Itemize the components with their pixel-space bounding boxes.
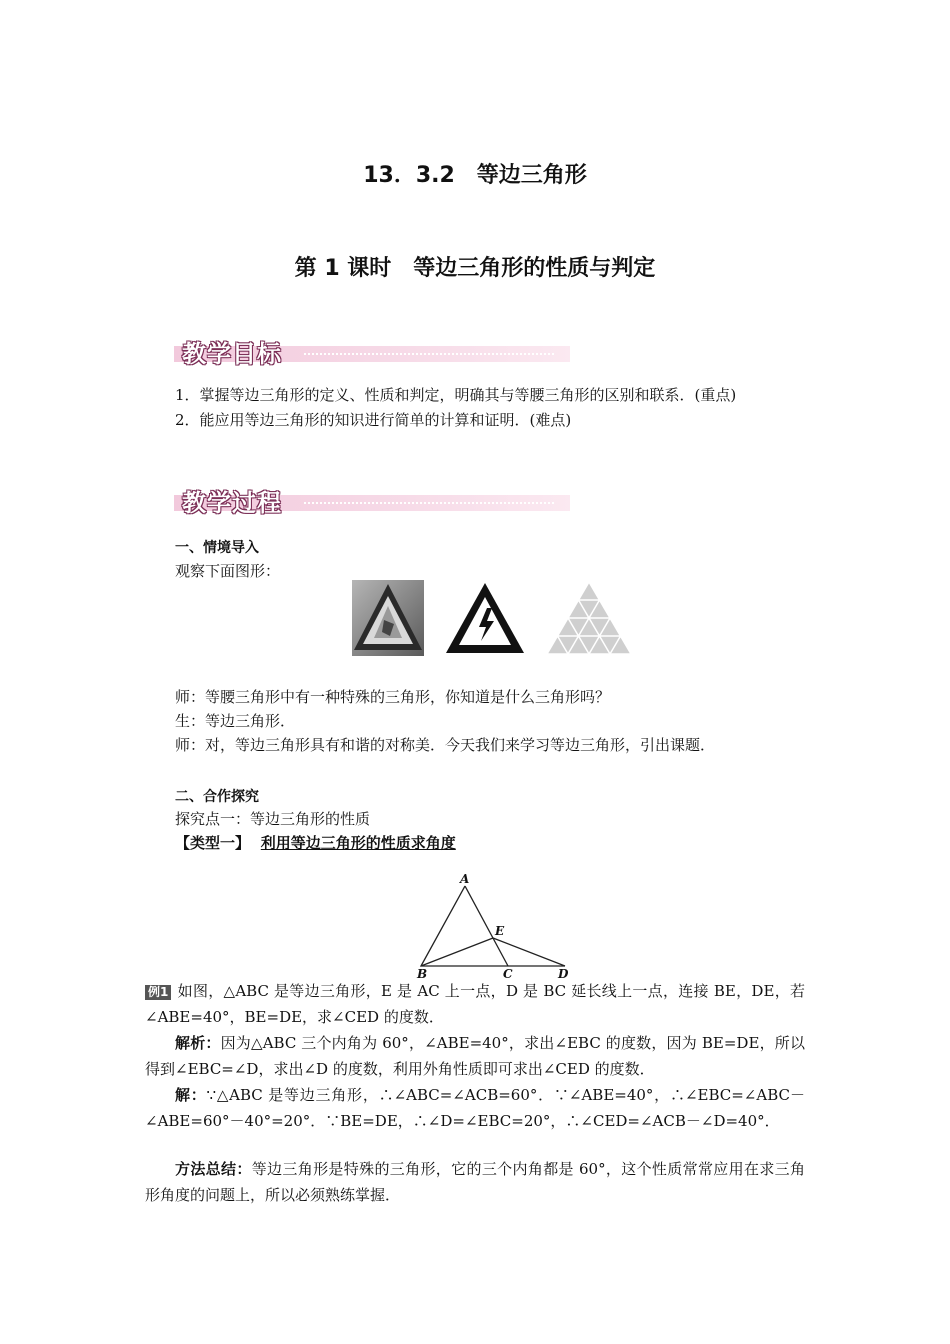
summary-text: 等边三角形是特殊的三角形，它的三个内角都是 60°，这个性质常常应用在求三角形角度的问题上，所以必须熟练掌握． [145, 1160, 805, 1204]
analysis-label: 解析： [175, 1034, 221, 1052]
solution-text: ∵△ABC 是等边三角形，∴∠ABC=∠ACB=60°．∵∠ABE=40°，∴∠EBC=∠ABC－∠ABE=60°－40°=20°．∵BE=DE，∴∠D=∠EBC=20°，∴∠CED=∠ACB－∠D=40°． [145, 1086, 805, 1130]
label-d: D [558, 967, 569, 981]
dialog-line: 师：对，等边三角形具有和谐的对称美．今天我们来学习等边三角形，引出课题． [175, 736, 716, 754]
geometry-figure [405, 872, 575, 982]
process-banner [174, 483, 570, 517]
label-b: B [417, 967, 428, 981]
lesson-subtitle: 第 1 课时 等边三角形的性质与判定 [294, 256, 656, 281]
dialog-line: 生：等边三角形． [175, 712, 296, 730]
example-badge: 例1 [145, 985, 171, 1000]
section-heading-intro: 一、情境导入 [175, 540, 259, 556]
solution-label: 解： [175, 1086, 207, 1104]
goal-item: 2．能应用等边三角形的知识进行简单的计算和证明．(难点) [175, 411, 572, 429]
goals-banner-label: 教学目标 [182, 340, 282, 368]
analysis-text: 因为△ABC 三个内角为 60°，∠ABE=40°，求出∠EBC 的度数，因为 BE=DE，所以得到∠EBC=∠D，求出∠D 的度数，利用外角性质即可求出∠CED 的度数． [145, 1034, 805, 1078]
process-banner-label: 教学过程 [182, 489, 282, 517]
example-analysis [145, 1030, 805, 1082]
goals-banner [174, 334, 570, 368]
high-voltage-sign [444, 580, 526, 656]
summary-label: 方法总结： [175, 1160, 252, 1178]
dialog-line: 师：等腰三角形中有一种特殊的三角形，你知道是什么三角形吗？ [175, 688, 611, 706]
label-e: E [495, 924, 505, 938]
type-label: 【类型一】 [175, 834, 251, 852]
page-title: 13．3.2 等边三角形 [363, 163, 587, 188]
method-summary [145, 1156, 805, 1208]
example-problem-text: 如图，△ABC 是等边三角形，E 是 AC 上一点，D 是 BC 延长线上一点，连接 BE，DE，若∠ABE=40°，BE=DE，求∠CED 的度数． [145, 982, 805, 1026]
triangle-grid-figure [545, 580, 633, 656]
example-solution [145, 1082, 805, 1134]
goal-item: 1．掌握等边三角形的定义、性质和判定，明确其与等腰三角形的区别和联系．(重点) [175, 386, 737, 404]
warning-sign-photo [352, 580, 424, 656]
section-heading-explore: 二、合作探究 [175, 789, 259, 805]
intro-text: 观察下面图形： [175, 562, 281, 580]
example-problem [145, 978, 805, 1030]
type-title: 利用等边三角形的性质求角度 [260, 834, 456, 852]
type-heading [175, 832, 456, 854]
explore-point: 探究点一：等边三角形的性质 [175, 810, 371, 828]
label-a: A [460, 872, 470, 886]
label-c: C [503, 967, 513, 981]
